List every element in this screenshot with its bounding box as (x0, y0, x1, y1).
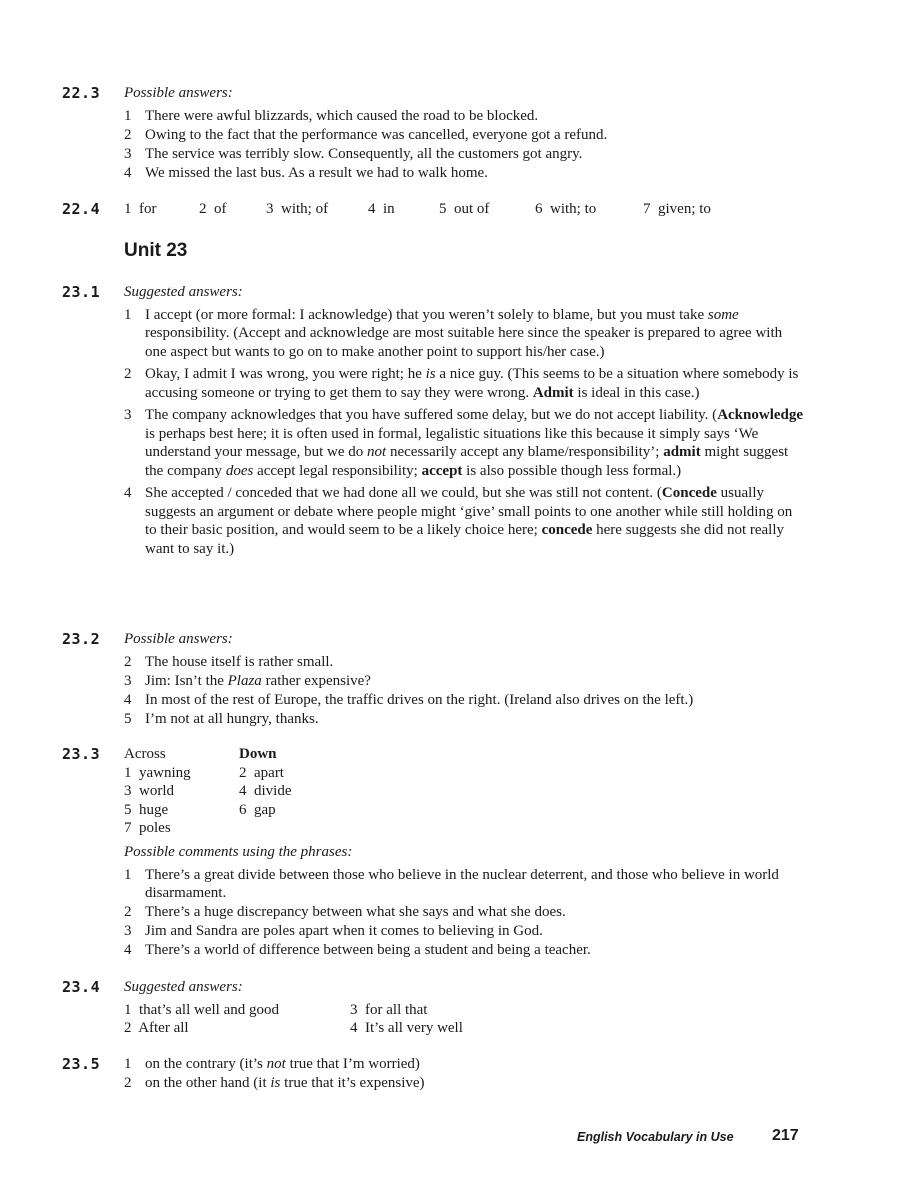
item-number: 1 (124, 107, 132, 124)
inline-answer: 3 with; of (266, 201, 329, 217)
entry-text: After all (138, 1020, 189, 1036)
answer-entry (350, 1001, 463, 1020)
answer-list (124, 653, 804, 729)
entry-text: yawning (139, 764, 191, 781)
section-number: 22.4 (62, 200, 101, 218)
section-number: 23.4 (62, 978, 101, 996)
entry-text: poles (139, 820, 171, 836)
answer-entry (124, 764, 191, 783)
item-number: 2 (124, 1075, 132, 1091)
answer-item (124, 653, 804, 672)
entry-text: that’s all well and good (139, 1001, 279, 1018)
item-number: 3 (124, 923, 132, 939)
inline-answer: 1 for (124, 201, 157, 217)
section-content (124, 745, 804, 960)
section-content (124, 283, 804, 562)
answer-item (124, 365, 804, 402)
item-text: Jim: Isn’t the Plaza rather expensive? (145, 672, 371, 689)
answers-column-2 (350, 1001, 463, 1038)
entry-number: 3 (350, 1001, 358, 1018)
answer-item (124, 126, 804, 145)
entry-number: 3 (124, 783, 132, 799)
entry-number: 2 (239, 764, 247, 781)
footer-page-number: 217 (772, 1127, 799, 1144)
down-column (239, 745, 292, 819)
inline-answer: 6 with; to (535, 201, 597, 217)
item-number: 2 (124, 653, 132, 670)
section-number: 23.1 (62, 283, 101, 301)
answer-item (124, 866, 804, 903)
across-label: Across (124, 746, 166, 762)
answer-list (124, 306, 804, 559)
item-text: We missed the last bus. As a result we had to walk home. (145, 164, 488, 181)
section-number: 23.2 (62, 630, 101, 648)
item-number: 2 (124, 126, 132, 143)
item-number: 4 (124, 942, 132, 958)
answer-item (124, 1074, 804, 1093)
entry-number: 7 (124, 820, 132, 836)
section-content (124, 84, 804, 183)
entry-text: world (139, 783, 174, 799)
item-text: There were awful blizzards, which caused the road to be blocked. (145, 107, 539, 124)
section-number: 23.5 (62, 1055, 101, 1073)
item-text: There’s a world of difference between being a student and being a teacher. (145, 942, 591, 958)
item-number: 2 (124, 904, 132, 920)
inline-answer: 4 in (368, 201, 395, 217)
answer-list (124, 107, 804, 183)
two-column-answers (124, 1001, 804, 1038)
answer-list (124, 866, 804, 960)
section-content (124, 630, 804, 729)
answer-entry (124, 1001, 279, 1020)
entry-text: huge (139, 801, 169, 818)
answer-item (124, 484, 804, 558)
item-text: Jim and Sandra are poles apart when it comes to believing in God. (145, 923, 543, 939)
item-number: 1 (124, 866, 132, 883)
item-text: There’s a great divide between those who believe in the nuclear deterrent, and those who believe in world disarmament. (145, 866, 779, 901)
item-text: In most of the rest of Europe, the traffic drives on the right. (Ireland also drives on the left.) (145, 691, 694, 708)
item-number: 1 (124, 306, 132, 323)
crossword-answers (124, 745, 804, 839)
down-label: Down (239, 746, 277, 762)
section-content (124, 200, 804, 219)
item-text: on the other hand (it is true that it’s expensive) (145, 1075, 425, 1091)
answer-item (124, 406, 804, 480)
entry-text: It’s all very well (365, 1020, 463, 1036)
item-text: The house itself is rather small. (145, 653, 334, 670)
item-number: 4 (124, 691, 132, 708)
answer-item (124, 691, 804, 710)
item-text: Okay, I admit I was wrong, you were right; he is a nice guy. (This seems to be a situation where somebody is accusing someone or trying to get them to say they were wrong. Admit is ideal in this case.) (145, 366, 799, 401)
section-intro: Possible comments using the phrases: (124, 844, 353, 860)
item-text: There’s a huge discrepancy between what she says and what she does. (145, 904, 566, 920)
item-number: 5 (124, 710, 132, 727)
item-number: 2 (124, 366, 132, 382)
item-text: The service was terribly slow. Consequently, all the customers got angry. (145, 145, 583, 162)
down-list (239, 764, 292, 820)
entry-text: gap (254, 801, 276, 818)
item-text: The company acknowledges that you have suffered some delay, but we do not accept liability. (Acknowledge is perhaps best here; it is often used in formal, legalistic situations like this because it simply says ‘We understand your message, but we do not necessarily accept any blame/responsibility’; admit might suggest the company does accept legal responsibility; accept is also possible though less formal.) (145, 407, 804, 479)
answer-entry (350, 1019, 463, 1038)
section-intro: Suggested answers: (124, 284, 243, 300)
item-text: I accept (or more formal: I acknowledge) that you weren’t solely to blame, but you must take some responsibility. (Accept and acknowledge are most suitable here since the speaker is prepared to agree with one aspect but wants to go on to make another point to support his/her case.) (145, 306, 783, 360)
footer-book-title: English Vocabulary in Use (577, 1130, 734, 1144)
answer-entry (124, 1019, 279, 1038)
item-text: She accepted / conceded that we had done all we could, but she was still not content. (Concede usually suggests an argument or debate where people might ‘give’ small points to one another while still holding on to their basic position, and would seem to be a likely choice here; concede here suggests she did not really want to say it.) (145, 485, 793, 557)
inline-answer: 7 given; to (643, 201, 711, 217)
section-number: 23.3 (62, 745, 101, 763)
section-intro: Possible answers: (124, 631, 233, 647)
answer-entry (124, 801, 191, 820)
answer-entry (124, 819, 191, 838)
answer-item (124, 164, 804, 183)
answer-list (124, 1055, 804, 1093)
item-number: 3 (124, 145, 132, 162)
entry-number: 2 (124, 1020, 132, 1036)
answer-entry (124, 782, 191, 801)
answer-entry (239, 782, 292, 801)
answers-column-1 (124, 1001, 279, 1038)
section-content (124, 1055, 804, 1093)
inline-answers (124, 200, 804, 219)
entry-number: 4 (350, 1020, 358, 1036)
entry-number: 4 (239, 783, 247, 799)
answer-entry (239, 801, 292, 820)
entry-number: 6 (239, 801, 247, 818)
entry-text: apart (254, 764, 284, 781)
answer-item (124, 941, 804, 960)
across-column (124, 745, 191, 838)
unit-title: Unit 23 (124, 240, 188, 261)
entry-text: for all that (365, 1001, 428, 1018)
entry-number: 1 (124, 1001, 132, 1018)
answer-item (124, 145, 804, 164)
inline-answer: 2 of (199, 201, 227, 217)
item-text: Owing to the fact that the performance was cancelled, everyone got a refund. (145, 126, 608, 143)
answer-item (124, 922, 804, 941)
entry-number: 1 (124, 764, 132, 781)
section-content (124, 978, 804, 1038)
answer-item (124, 1055, 804, 1074)
item-text: on the contrary (it’s not true that I’m worried) (145, 1056, 420, 1072)
item-number: 3 (124, 407, 132, 423)
inline-answer: 5 out of (439, 201, 490, 217)
item-text: I’m not at all hungry, thanks. (145, 710, 319, 727)
section-intro: Possible answers: (124, 85, 233, 101)
section-number: 22.3 (62, 84, 101, 102)
entry-text: divide (254, 783, 292, 799)
answer-item (124, 306, 804, 362)
item-number: 4 (124, 485, 132, 501)
answer-item (124, 672, 804, 691)
answer-item (124, 107, 804, 126)
answer-entry (239, 764, 292, 783)
item-number: 3 (124, 672, 132, 689)
answer-item (124, 710, 804, 729)
answer-item (124, 903, 804, 922)
across-list (124, 764, 191, 838)
entry-number: 5 (124, 801, 132, 818)
section-intro: Suggested answers: (124, 979, 243, 995)
item-number: 1 (124, 1056, 132, 1072)
item-number: 4 (124, 164, 132, 181)
